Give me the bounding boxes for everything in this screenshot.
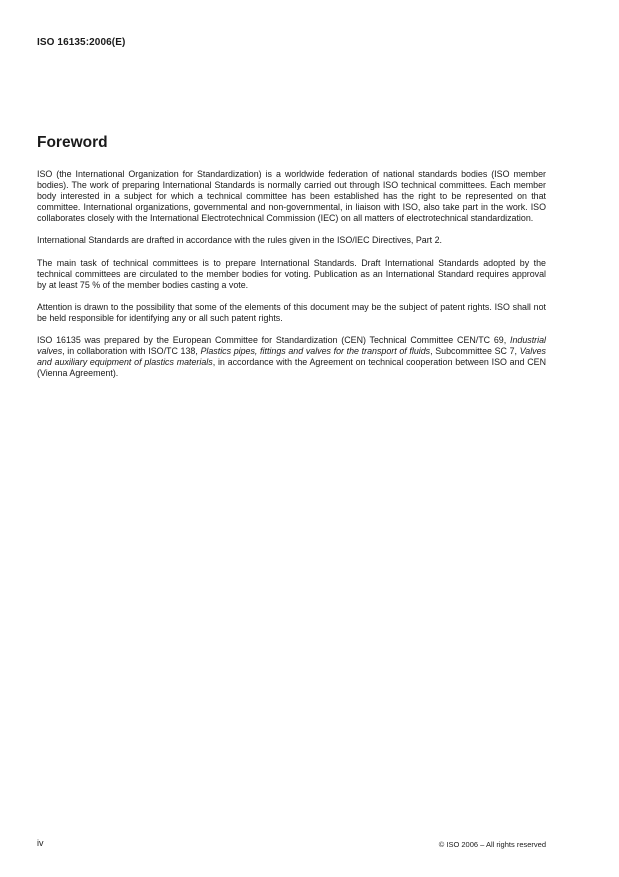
committee-name-plastics-pipes: Plastics pipes, fittings and valves for the transport of fluids [200,346,431,357]
subcommittee-name-valves: Valves and auxiliary equipment of plastics materials [37,346,546,368]
paragraph-patent-rights: Attention is drawn to the possibility that some of the elements of this document may be the subject of patent rights. ISO shall not be held responsible for identifying any or all such patent rights. [37,301,546,323]
committee-name-industrial-valves: Industrial valves [37,335,546,357]
paragraph-directives: International Standards are drafted in accordance with the rules given in the ISO/IEC Directives, Part 2. [37,235,443,246]
document-id-header: ISO 16135:2006(E) [37,37,126,48]
preparation-text-1: ISO 16135 was prepared by the European Committee for Standardization (CEN) Technical Committee CEN/TC 69, [37,335,510,346]
page-number: iv [37,838,44,848]
paragraph-preparation [37,335,546,379]
copyright-notice: © ISO 2006 – All rights reserved [438,840,546,849]
section-title: Foreword [37,134,108,151]
preparation-text-2: , in collaboration with ISO/TC 138, [62,346,201,357]
paragraph-committee-task: The main task of technical committees is to prepare International Standards. Draft International Standards adopted by the technical committees are circulated to the member bodies for voting. Publication as an International Standard requires approval by at least 75 % of the member bodies casting a vote. [37,257,546,290]
paragraph-iso-overview: ISO (the International Organization for Standardization) is a worldwide federation of national standards bodies (ISO member bodies). The work of preparing International Standards is normally carried out through ISO technical committees. Each member body interested in a subject for which a technical committee has been established has the right to be represented on that committee. International organizations, governmental and non-governmental, in liaison with ISO, also take part in the work. ISO collaborates closely with the International Electrotechnical Commission (IEC) on all matters of electrotechnical standardization. [37,169,546,224]
foreword-body [37,169,546,390]
preparation-text-4: , in accordance with the Agreement on technical cooperation between ISO and CEN (Vienna Agreement). [37,357,546,379]
preparation-text-3: , Subcommittee SC 7, [430,346,520,357]
